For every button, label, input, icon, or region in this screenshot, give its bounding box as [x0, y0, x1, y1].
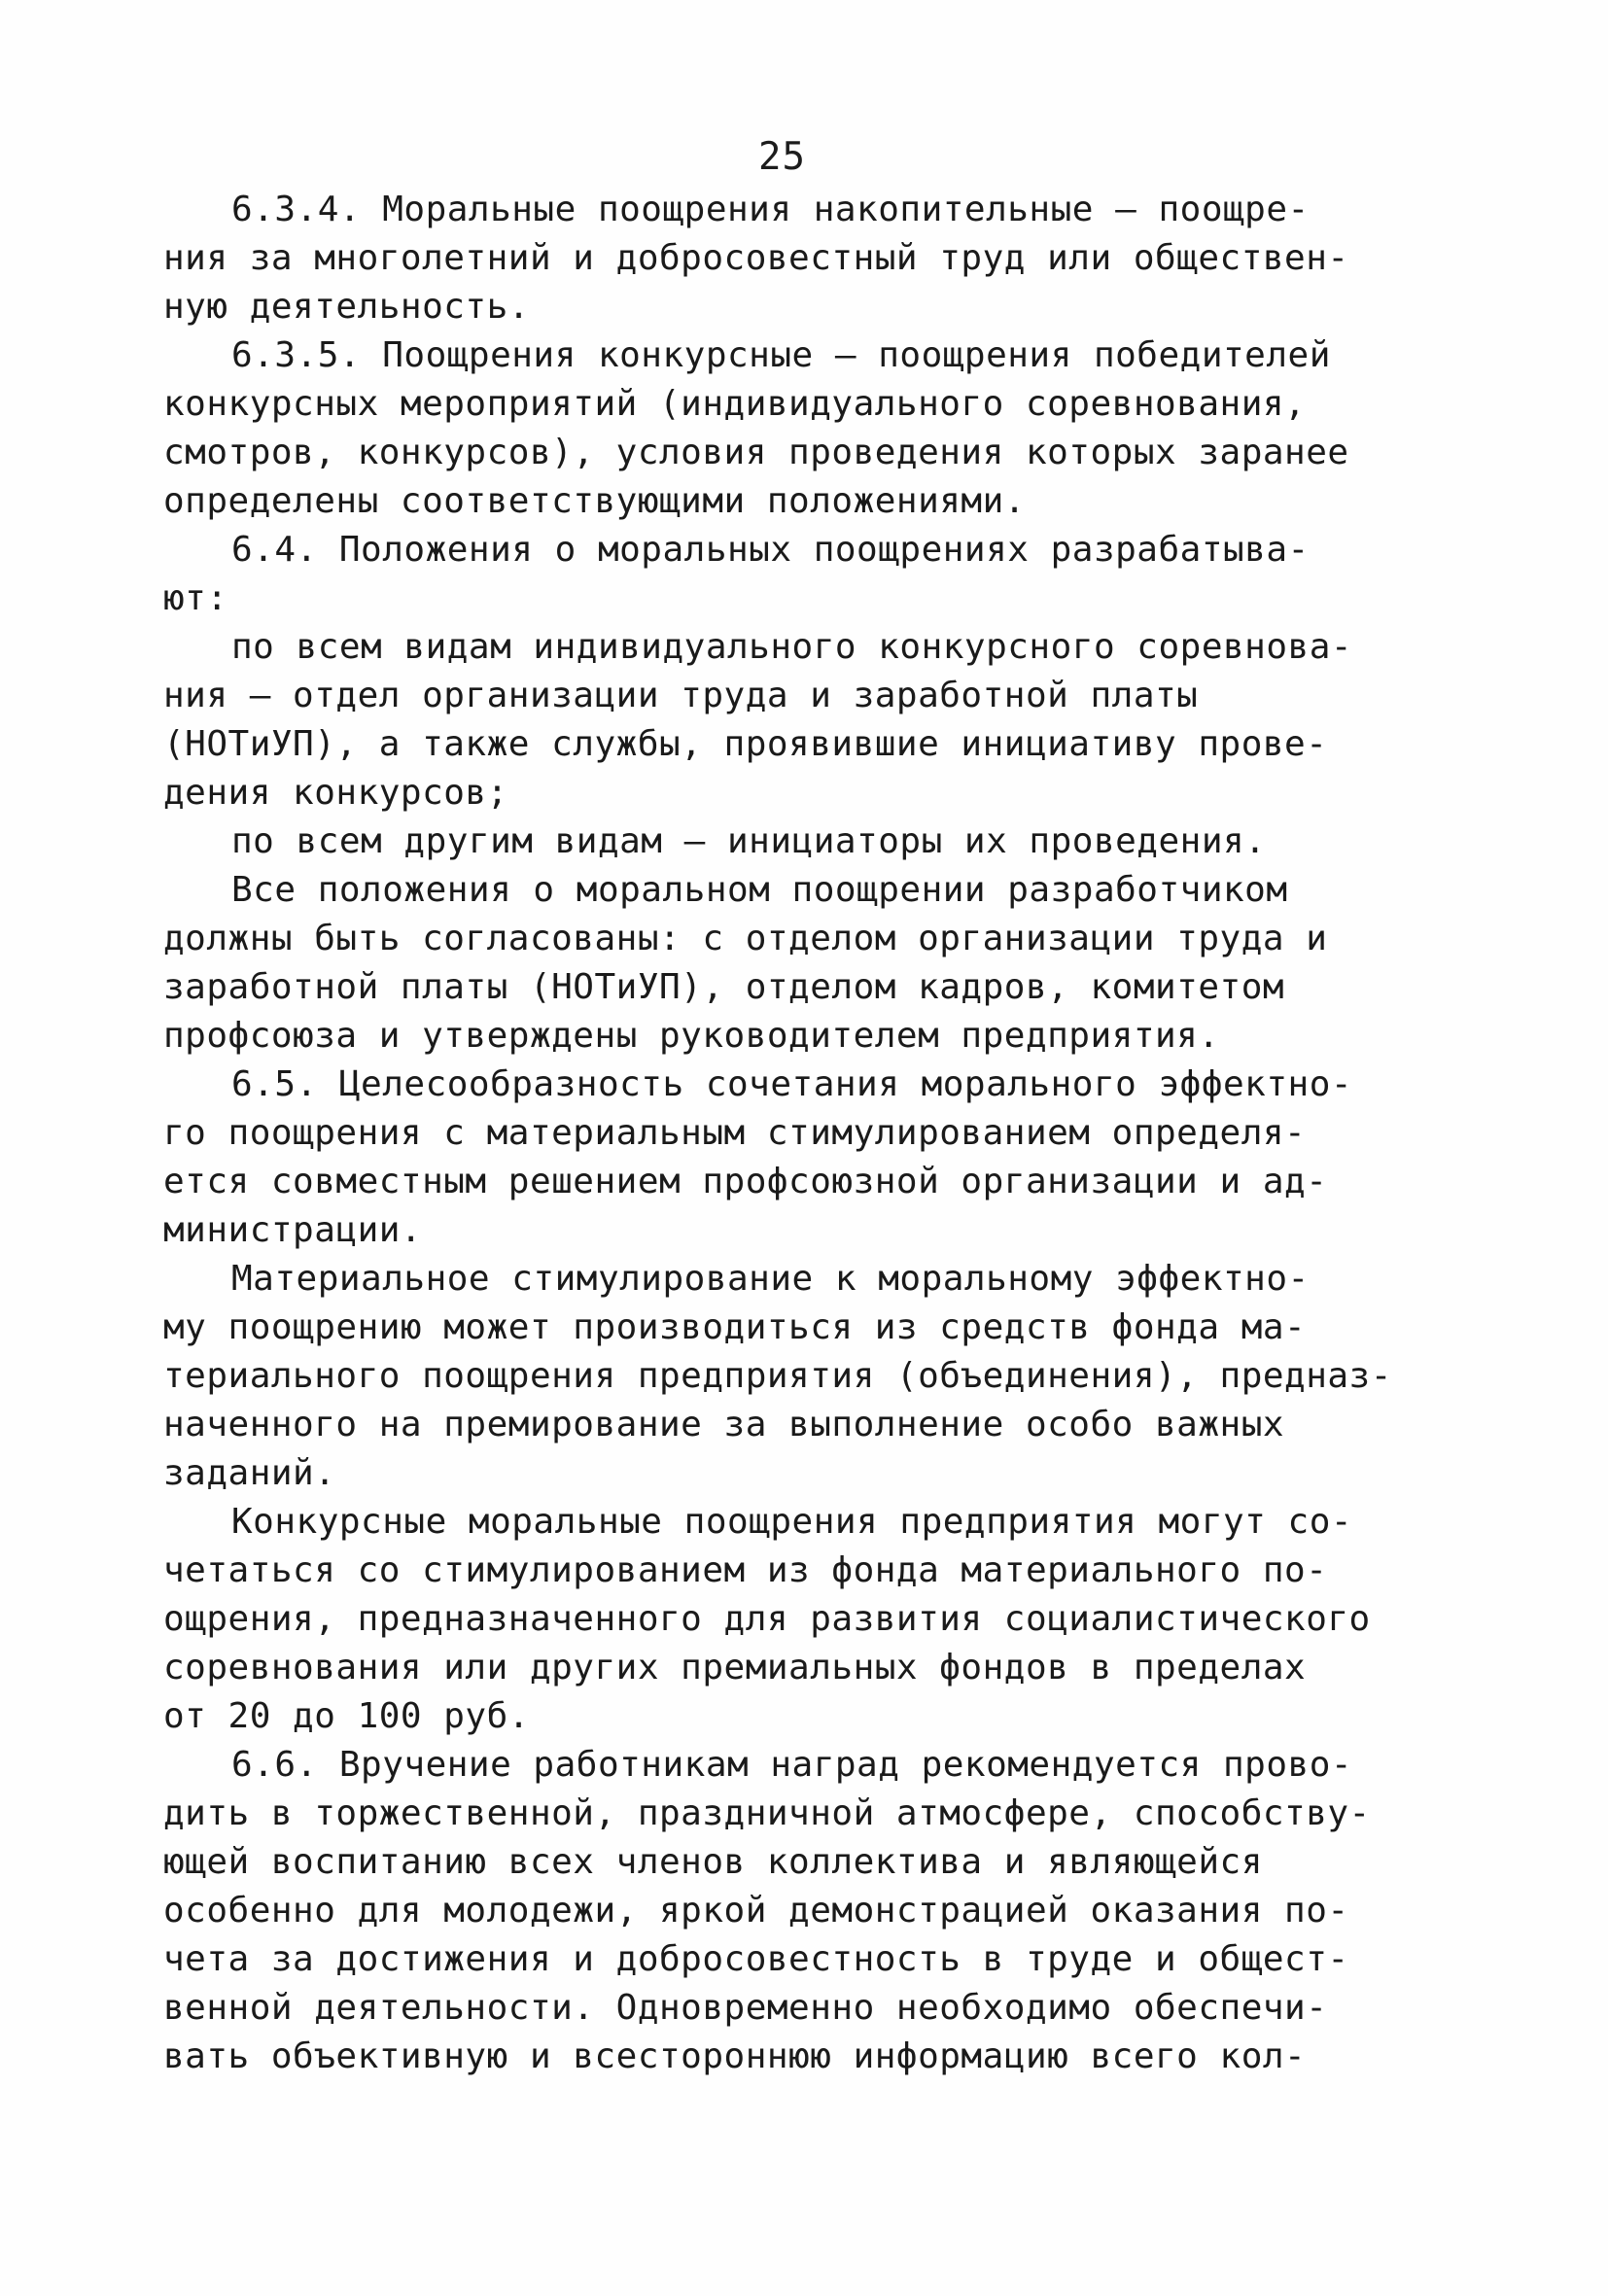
text-line: вать объективную и всестороннюю информацию всего кол- — [163, 2036, 1307, 2076]
text-line: дения конкурсов; — [163, 773, 508, 813]
text-line: (НОТиУП), а также службы, проявившие инициативу прове- — [163, 724, 1328, 764]
text-line: должны быть согласованы: с отделом организации труда и — [163, 919, 1328, 958]
text-line: по всем видам индивидуального конкурсного соревнова- — [231, 627, 1353, 667]
text-line: 6.6. Вручение работникам наград рекомендуется прово- — [231, 1745, 1353, 1785]
text-line: особенно для молодежи, яркой демонстрацией оказания по- — [163, 1891, 1349, 1931]
text-line: Все положения о моральном поощрении разработчиком — [231, 870, 1288, 910]
text-line: венной деятельности. Одновременно необходимо обеспечи- — [163, 1988, 1328, 2028]
text-line: ощрения, предназначенного для развития социалистического — [163, 1599, 1371, 1639]
text-line: четаться со стимулированием из фонда материального по- — [163, 1550, 1328, 1590]
text-line: соревнования или других премиальных фондов в пределах — [163, 1648, 1307, 1687]
text-line: му поощрению может производиться из средств фонда ма- — [163, 1307, 1307, 1347]
text-line: Материальное стимулирование к моральному эффектно- — [231, 1259, 1310, 1299]
text-line: смотров, конкурсов), условия проведения которых заранее — [163, 433, 1349, 472]
text-line: определены соответствующими положениями. — [163, 481, 1026, 521]
text-line: наченного на премирование за выполнение особо важных — [163, 1405, 1285, 1444]
text-line: от 20 до 100 руб. — [163, 1696, 530, 1736]
text-line: 6.4. Положения о моральных поощрениях разрабатыва- — [231, 530, 1310, 570]
text-line: ется совместным решением профсоюзной организации и ад- — [163, 1162, 1328, 1201]
text-line: министрации. — [163, 1210, 423, 1250]
text-line: ющей воспитанию всех членов коллектива и являющейся — [163, 1842, 1263, 1882]
text-line: териального поощрения предприятия (объединения), предназ- — [163, 1356, 1392, 1396]
text-line: ют: — [163, 578, 228, 618]
text-line: заработной платы (НОТиУП), отделом кадров, комитетом — [163, 967, 1285, 1007]
text-line: ную деятельность. — [163, 287, 530, 327]
text-line: 6.3.4. Моральные поощрения накопительные – поощре- — [231, 190, 1310, 229]
text-line: по всем другим видам – инициаторы их проведения. — [231, 821, 1267, 861]
text-line: 6.5. Целесообразность сочетания морального эффектно- — [231, 1064, 1353, 1104]
text-line: профсоюза и утверждены руководителем предприятия. — [163, 1016, 1220, 1056]
text-line: Конкурсные моральные поощрения предприятия могут со- — [231, 1502, 1353, 1542]
text-line: ния – отдел организации труда и заработной платы — [163, 676, 1199, 715]
text-line: 6.3.5. Поощрения конкурсные – поощрения победителей — [231, 335, 1331, 375]
text-line: ния за многолетний и добросовестный труд или обществен- — [163, 238, 1349, 278]
text-line: заданий. — [163, 1453, 336, 1493]
text-line: го поощрения с материальным стимулированием определя- — [163, 1113, 1307, 1153]
text-line: чета за достижения и добросовестность в труде и общест- — [163, 1939, 1349, 1979]
text-line: конкурсных мероприятий (индивидуального соревнования, — [163, 384, 1307, 424]
text-line: дить в торжественной, праздничной атмосфере, способству- — [163, 1793, 1371, 1833]
page-number: 25 — [758, 135, 806, 179]
